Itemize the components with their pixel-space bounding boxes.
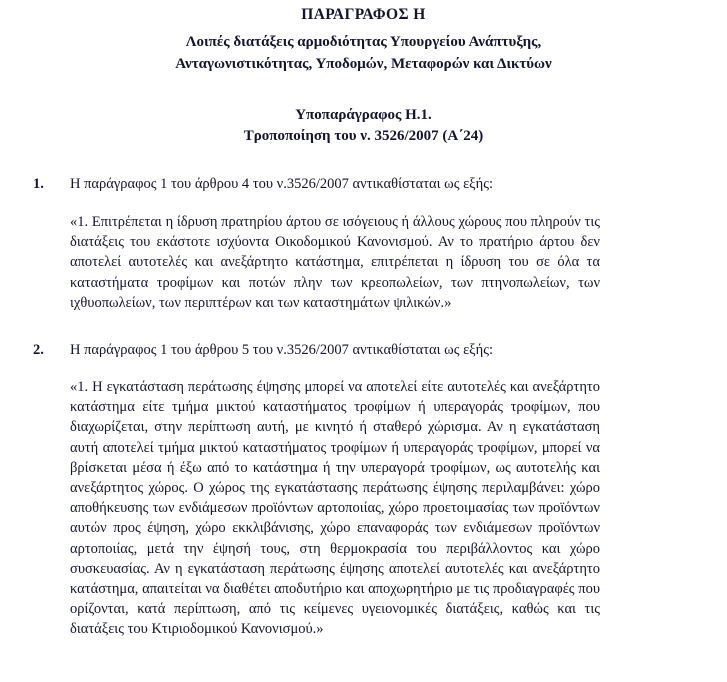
- quoted-provision: «1. Η εγκατάσταση περάτωσης έψησης μπορεί να αποτελεί είτε αυτοτελές και ανεξάρτητο κατάστημα είτε τμήμα μικτού καταστήματος τροφίμων ή υπεραγοράς τροφίμων, που διαχωρίζεται, στην περίπτωση αυτή, με κινητό ή σταθερό χώρισμα. Αν η εγκατάσταση αυτή αποτελεί τμήμα μικτού καταστήματος τροφίμων ή υπεραγοράς τροφίμων, μπορεί να βρίσκεται μέσα ή έξω από το κατάστημα ή την υπεραγορά τροφίμων, ως αυτοτελής και ανεξάρτητος χώρος. Ο χώρος της εγκατάστασης περάτωσης έψησης περιλαμβάνει: χώρο αποθήκευσης των ενδιάμεσων προϊόντων αρτοποιίας, χώρο προετοιμασίας των προϊόντων αυτών προς έψηση, χώρο εκκλιβάνισης, χώρο επαναφοράς των ενδιάμεσων προϊόντων αρτοποιίας, μετά την έψησή τους, στη θερμοκρασία του περιβάλλοντος και χώρο συσκευασίας. Αν η εγκατάσταση περάτωσης έψησης αποτελεί αυτοτελές και ανεξάρτητο κατάστημα, απαιτείται να διαθέτει αποδυτήριο και αποχωρητήριο με τις προδιαγραφές που ορίζονται, κατά περίπτωση, από τις κείμενες υγειονομικές διατάξεις, καθώς και τις διατάξεις του Κτιριοδομικού Κανονισμού.»: [70, 379, 600, 638]
- quoted-provision: «1. Επιτρέπεται η ίδρυση πρατηρίου άρτου σε ισόγειους ή άλλους χώρους που πληρούν τις διατάξεις του εκάστοτε ισχύοντα Οικοδομικού Κανονισμού. Αν το πρατήριο άρτου δεν αποτελεί αυτοτελές και ανεξάρτητο κατάστημα, επιτρέπεται η ίδρυση του σε όλα τα καταστήματα τροφίμων και ποτών πλην των κρεοπωλείων, των πτηνοπωλείων, των ιχθυοπωλείων, των περιπτέρων και των καταστημάτων ψιλικών.»: [70, 214, 600, 311]
- document-subtitle: [0, 32, 727, 75]
- document-subtitle-line-1: Λοιπές διατάξεις αρμοδιότητας Υπουργείου Ανάπτυξης,: [185, 34, 542, 50]
- section-heading-line-2: Τροποποίηση του ν. 3526/2007 (Α΄24): [243, 128, 484, 144]
- section-heading-line-1: Υποπαράγραφος Η.1.: [295, 107, 432, 123]
- page-title: ΠΑΡΑΓΡΑΦΟΣ Η: [301, 6, 426, 23]
- numbered-item: [0, 174, 727, 194]
- document-subtitle-line-2: Ανταγωνιστικότητας, Υποδομών, Μεταφορών και Δικτύων: [175, 55, 552, 72]
- title-block: [0, 0, 727, 75]
- item-number: 2.: [33, 342, 44, 359]
- item-lead-text: Η παράγραφος 1 του άρθρου 4 του ν.3526/2007 αντικαθίσταται ως εξής:: [70, 176, 493, 192]
- numbered-item: [0, 340, 727, 360]
- item-lead-text: Η παράγραφος 1 του άρθρου 5 του ν.3526/2007 αντικαθίσταται ως εξής:: [70, 342, 493, 359]
- section-heading: [0, 105, 727, 147]
- item-number: 1.: [33, 176, 44, 192]
